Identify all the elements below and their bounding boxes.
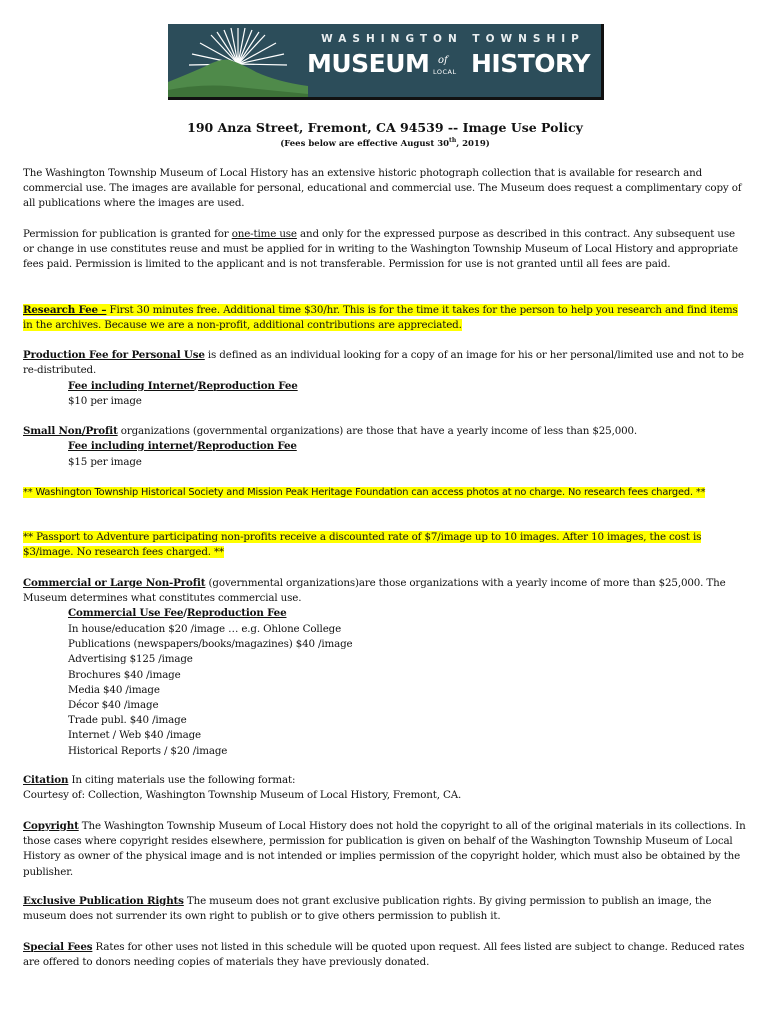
- small-nonprofit-price: $15 per image: [68, 456, 142, 468]
- list-item: Internet / Web $40 /image: [68, 729, 201, 742]
- list-item: In house/education $20 /image … e.g. Ohlone College: [68, 623, 342, 635]
- production-fee-label: Production Fee for Personal Use: [23, 349, 205, 361]
- citation-format: Courtesy of: Collection, Washington Township Museum of Local History, Fremont, CA.: [23, 789, 462, 801]
- commercial-fee-list: [68, 622, 668, 759]
- list-item: Historical Reports / $20 /image: [68, 744, 228, 757]
- research-fee-section: Research Fee – First 30 minutes free. Additional time $30/hr. This is for the time it takes for the person to help you research and find items in the archives. Because we are a non-profit, additional contributions are appreciated.: [23, 304, 738, 332]
- list-item: Media $40 /image: [68, 683, 160, 696]
- small-nonprofit-label: Small Non/Profit: [23, 425, 118, 437]
- list-item: Publications (newspapers/books/magazines) $40 /image: [68, 638, 353, 651]
- exclusive-rights-label: Exclusive Publication Rights: [23, 895, 184, 907]
- commercial-label: Commercial or Large Non-Profit: [23, 577, 206, 589]
- production-fee-section: Production Fee for Personal Use is defined as an individual looking for a copy of an image for his or her personal/limited use and not to be re-distributed.: [23, 349, 744, 377]
- citation-section: Citation In citing materials use the following format:: [23, 774, 296, 786]
- museum-logo: [168, 24, 604, 100]
- special-fees-label: Special Fees: [23, 941, 93, 953]
- exclusive-rights-section: Exclusive Publication Rights The museum does not grant exclusive publication rights. By giving permission to publish an image, the museum does not surrender its own right to publish or to give others permission to publish it.: [23, 895, 712, 923]
- page-title: 190 Anza Street, Fremont, CA 94539 -- Image Use Policy: [187, 120, 583, 135]
- research-fee-label: Research Fee –: [23, 304, 107, 316]
- small-nonprofit-section: Small Non/Profit organizations (governmental organizations) are those that have a yearly income of less than $25,000.: [23, 425, 638, 437]
- list-item: Décor $40 /image: [68, 699, 159, 712]
- special-fees-section: Special Fees Rates for other uses not listed in this schedule will be quoted upon request. All fees listed are subject to change. Reduced rates are offered to donors needing copies of materials they have previously donated.: [23, 941, 745, 969]
- list-item: Brochures $40 /image: [68, 668, 181, 681]
- page-subtitle: (Fees below are effective August 30th, 2019): [280, 137, 490, 149]
- logo-museum-word: MUSEUM: [307, 49, 430, 78]
- intro-paragraph: The Washington Township Museum of Local History has an extensive historic photograph collection that is available for research and commercial use. The images are available for personal, educational and commercial use. The Museum does request a complimentary copy of all publications where the images are used.: [23, 167, 742, 210]
- production-fee-price: $10 per image: [68, 395, 142, 407]
- logo-history-word: HISTORY: [471, 49, 591, 78]
- commercial-section: Commercial or Large Non-Profit (governmental organizations)are those organizations with a yearly income of more than $25,000. The Museum determines what constitutes commercial use.: [23, 577, 726, 605]
- commercial-fee-heading: Commercial Use Fee/Reproduction Fee: [68, 607, 287, 619]
- logo-line-washington-township: WASHINGTON TOWNSHIP: [321, 33, 585, 45]
- production-fee-heading: Fee including Internet/Reproduction Fee: [68, 380, 298, 392]
- passport-note: ** Passport to Adventure participating non-profits receive a discounted rate of $7/image up to 10 images. After 10 images, the cost is $3/image. No research fees charged. **: [23, 531, 702, 559]
- small-nonprofit-fee-heading: Fee including internet/Reproduction Fee: [68, 440, 297, 452]
- logo-local-word: LOCAL: [433, 68, 457, 76]
- copyright-label: Copyright: [23, 820, 79, 832]
- list-item: Advertising $125 /image: [68, 653, 193, 666]
- copyright-section: Copyright The Washington Township Museum of Local History does not hold the copyright to all of the original materials in its collections. In those cases where copyright resides elsewhere, permission for publication is given on behalf of the Washington Township Museum of Local History as owner of the physical image and is not intended or implies permission of the copyright holder, which must also be obtained by the publisher.: [23, 820, 746, 878]
- list-item: Trade publ. $40 /image: [68, 714, 187, 727]
- citation-label: Citation: [23, 774, 69, 786]
- permission-paragraph: Permission for publication is granted for one-time use and only for the expressed purpose as described in this contract. Any subsequent use or change in use constitutes reuse and must be applied for in writing to the Washington Township Museum of Local History and appropriate fees paid. Permission is limited to the applicant and is not transferable. Permission for use is not granted until all fees are paid.: [23, 228, 738, 271]
- historical-society-note: ** Washington Township Historical Society and Mission Peak Heritage Foundation can access photos at no charge. No research fees charged. **: [23, 487, 706, 498]
- mountain-sunburst-icon: [168, 24, 308, 100]
- logo-of-word: of: [438, 55, 448, 66]
